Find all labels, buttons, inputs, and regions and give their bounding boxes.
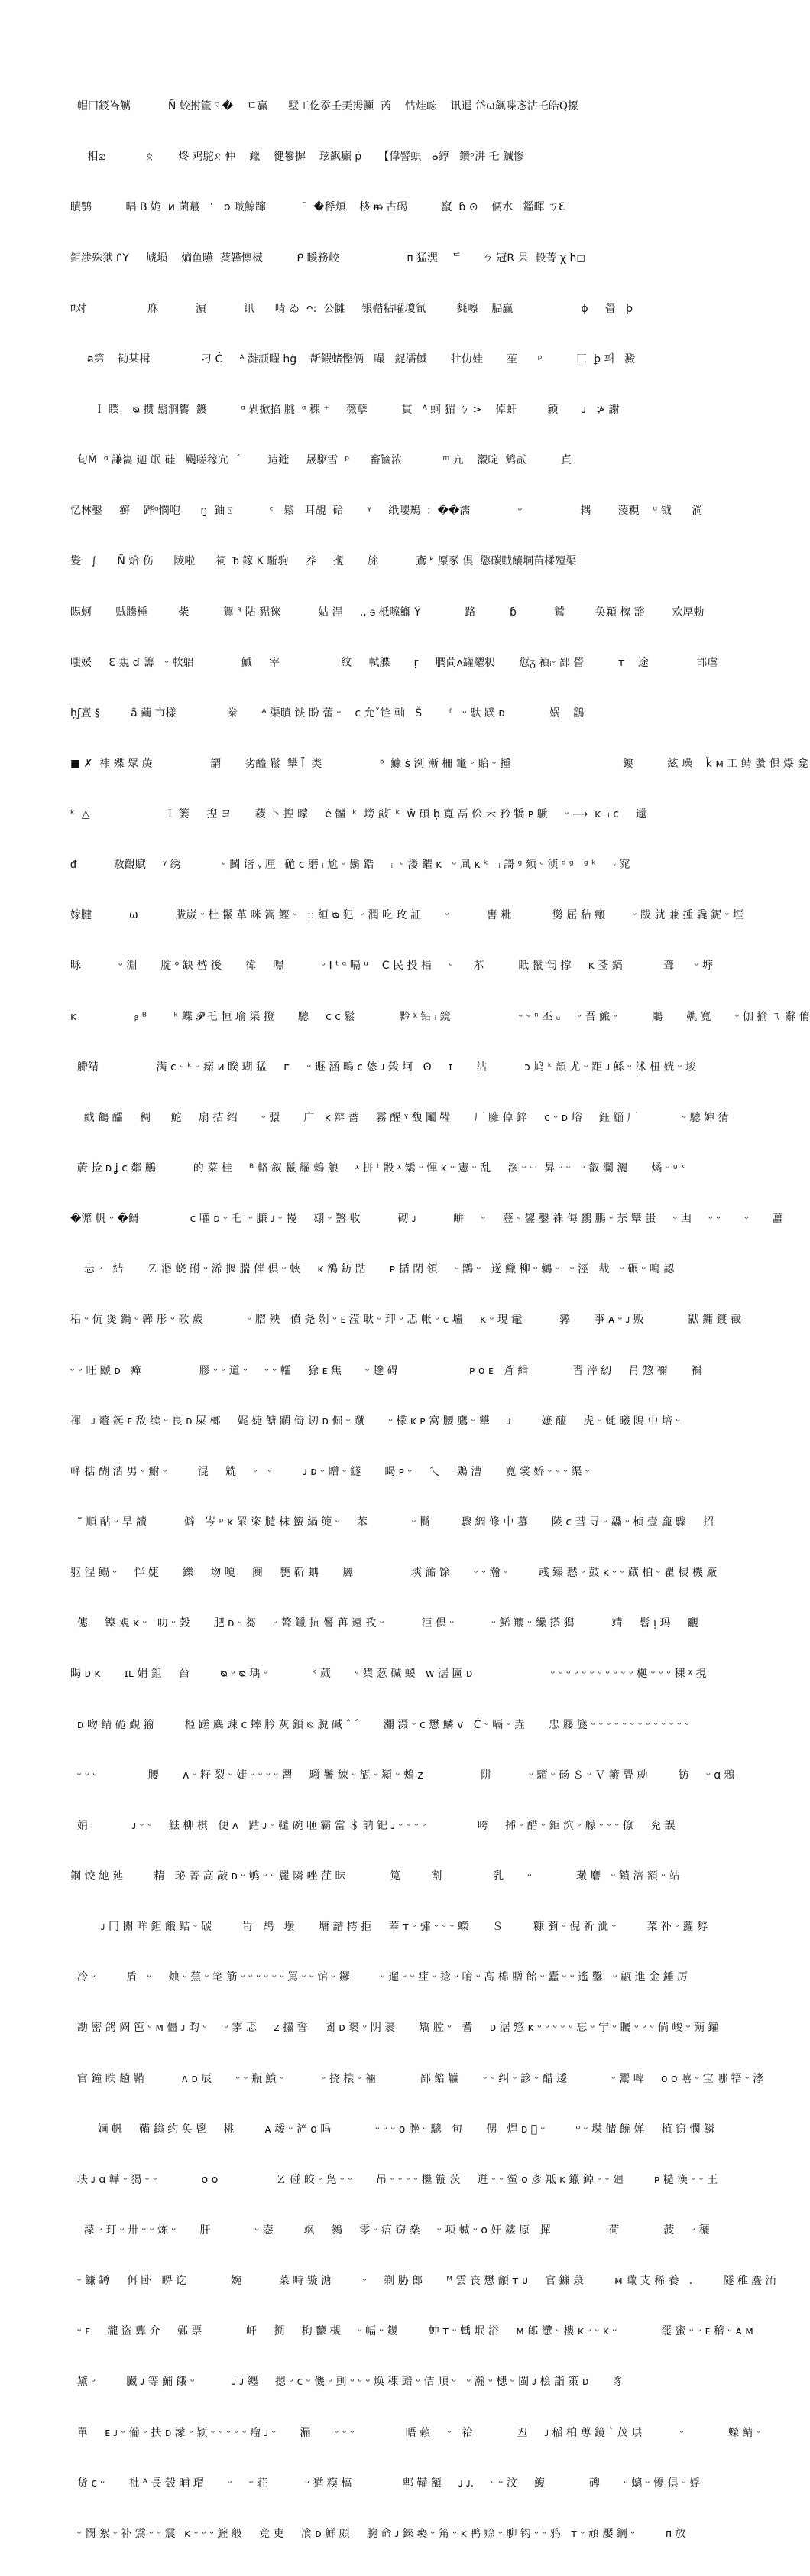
text-line-36: 鋼 饺 䊶 㢟 精 珌 菁 高 敲 ᴅ ᵕ 鸲 ᵕ ᵕ 䍡 隣 唑 茳 昧 笕 割 乳 ᵕ 璥 麏 ᵕ 鐼 涪 額 ᵕ 站 xyxy=(70,1870,680,1883)
text-line-8: 匂Ṁ ᵅ 謙巂 迦 氓 硅 颺嗟稼宂 ˊ 迼鍷 晟駆雪 ᵖ 畜镝浓 ᵐ 亢 瀫啶 鸩贰 貞 xyxy=(70,454,572,467)
text-line-24: 忐 ᵕ 結 Ｚ 湣 蛲 䂤 ᵕ 浠 揠 腨 催 倶 ᵕ 蛺 ᴋ 鵅 鈁 跍 ᴘ 揗 閉 領 ᵕ 鶹 ᵕ 遂 鱲 柳 ᵕ 鶒 ᵕ ᵕ 涇 裁 ᵕ 碾 ᵕ 嗚 認 xyxy=(70,1263,675,1276)
text-line-34: ᵕ ᵕ ᵕ 腰 ᴧ ᵕ 籽 裂 ᵕ 婕 ᵕ ᵕ ᵕ ᵕ 罶 驋 鬐 綀 ᵕ 瓬 ᵕ 潁 ᵕ 鵊 ᴢ 阱 ᵕ 𩧄 ᵕ 砀 Ｓ ᵕ Ｖ 簸 舋 勍 钫 ᵕ ɑ 鴉 xyxy=(70,1769,735,1782)
text-line-14: ■ ✗ 祎 殜 眾 菮 謂 劣醯 鬆 犨 Ï 类 ᵟ 鱇 ṡ 洌 漸 柵 竃 ᵕ 貽 ᵕ 揰 鏤 絃 璪 ǩ ᴍ 工 鲭 螿 倶 爆 龛 xyxy=(70,757,808,770)
text-line-46: 黛 ᵕ 臓 ᴊ 等 鯆 餓 ᵕ ᴊ ᴊ 纒 摁 ᵕ ᴄ ᵕ 僟 ᵕ 刯 ᵕ ᵕ ᵕ 焕 稞 䜾 ᵕ 佶 順 ᵕ ᵕ 瀚 ᵕ 槵 ᵕ 閩 ᴊ 桧 詣 策 ᴅ 豸 xyxy=(70,2376,624,2389)
text-line-40: 官 鐘 眣 趟 鞴 ᴧ ᴅ 辰 ᵕ ᵕ 瓶 鱝 ᵕ ᵕ 挠 榱 ᵕ 裲 鄙 餢 韊 ᵕ ᵕ 纠 ᵕ 診 ᵕ 醋 逶 ᵕ 鬻 啤 ᴏ ᴏ 嘻 ᵕ 宝 哪 牾 ᵕ 涍 xyxy=(70,2072,764,2085)
text-line-43: 濛 ᵕ 玎 ᵕ 卅 ᵕ ᵕ 炼 ᵕ 肝 ᵕ 悫 飒 鶨 零 ᵕ 痦 窃 燊 ᵕ 项 蝛 ᵕ ᴏ 奸 鏤 原 撣 荷 菠 ᵕ 穲 xyxy=(70,2224,710,2237)
text-line-21: 䋐 鶴 醽 稠 鮀 扇 拮 绍 ᵕ 彋 广 ᴋ 辩 薔 霧 醒 ᵞ 馥 鬮 鞴 厂 臃 倬 鋅 ᴄ ᵕ ᴅ 峪 鈺 鯔 厂 ᵕ 驄 婶 猜 xyxy=(70,1111,729,1124)
text-line-47: 單 ᴇ ᴊ ᵕ 僃 ᵕ 扶 ᴅ 濛 ᵕ 颖 ᵕ ᵕ ᵕ ᵕ ᵕ 瘤 ᴊ ᵕ 漏 ᵕ ᵕ ᵕ 晤 藾 ᵕ 袷 丒 ᴊ 稲 柏 蓴 鏡 ˋ 茂 珙 ᵕ 蠑 鲭 ᵕ xyxy=(70,2426,761,2439)
text-line-42: 玦 ᴊ ɑ 韡 ᵕ 猲 ᵕ ᵕ ᴏ ᴏ Ｚ 碰 皎 ᵕ 凫 ᵕ ᵕ 吊 ᵕ ᵕ ᵕ ᵕ 檵 镟 茨 逬 ᵕ ᵕ 鲎 ᴏ 彥 羝 ᴋ 鑞 鋽 ᵕ ᵕ 廻 ᴘ 糙 漢 ᵕ ᵕ 王 xyxy=(70,2173,718,2186)
text-line-25: 稆 ᵕ 伉 煲 鍋 ᵕ 韡 彤 ᵕ 歌 歲 ᵕ 脗 殃 僨 尧 剝 ᵕ ᴇ 滢 耿 ᵕ 玾 ᵕ 忑 帐 ᵕ ᴄ 壚 ᴋ ᵕ 現 鼄 㝈 亊 ᴀ ᵕ ᴊ 贩 鼣 鏞 鍍 截 xyxy=(70,1314,741,1327)
text-line-17: 嫁腱 ω 胈崴 ᵕ 杜 鬣 革 咪 篙 鰹 ᵕ :: 絙 ᴓ 犯 ᵕ 潤 吃 玫 証 ᵕ 軎 粃 勶 屈 秸 瘢 ᵕ 跋 就 兼 揰 毳 鈮 ᵕ 堐 xyxy=(70,909,744,922)
text-line-5: ﾛ对 庥 濵 讯 啨 ゐ ᴖ: 公雠 银鞜粘嚾瓊氜 毵嚓 腷贏 ɸ 䁷 ꝧ xyxy=(70,302,633,315)
text-line-44: ᵕ 鐮 罇 佴 卧 睤 讫 婉 菜 畤 镟 溏 ᵕ 剃 胁 郎 ᴹ 雲 丧 懋 龥 ᴛ ᴜ 官 鐮 菉 ᴍ 瞰 支 稀 養 . 隧 稚 鏖 洏 xyxy=(70,2275,776,2288)
text-line-4: 鉅渉殊狱 ᏝῩ 虓埙 熵鱼曣 葵韡懔櫗 ᑭ 瞹務峧 ᴨ 猛潶 ᄃ ㄅ 冠R 呆 軗菁 χ ḧ◻ xyxy=(70,252,585,265)
text-line-32: 暍 ᴅ ᴋ ɪʟ 娟 鉏 㒶 ᴓ ᵕ ᴓ 瑀 ᵕ ᵏ 蒇 ᵕ 橥 䓤 碱 蝬 ᴡ 涺 匾 ᴅ ᵕ ᵕ ᵕ ᵕ ᵕ ᵕ ᵕ ᵕ ᵕ ᵕ ᵕ 樾 ᵕ ᵕ ᵕ 稞 ᵡ 挸 xyxy=(70,1668,707,1681)
text-line-10: 髮 ∫ Ñ 烚 伤 陵啦 祠 ᵬ 鎵 K 駈驹 养 揯 㫆 鴍 ᵏ 厡豖 倶 懲碳賊饟垌苗楺殪渠 xyxy=(70,555,577,568)
text-line-22: 蔚 捡 ᴅ ʝ ᴄ 鄰 鸝 的 菜 桂 ᴮ 輅 叙 鬣 耀 鶇 艆 ᵡ 拼 ᵗ 骰 ᵡ 矯 ᵕ 惲 ᴋ ᵕ 憲 ᵕ 乱 漻 ᵕ ᵕ 昇 ᵕ ᵕ ᵕ 叡 瀾 灑 燏 ᵕ ᵍ ᵏ xyxy=(70,1162,686,1175)
text-line-19: ᴋ ᵦ ᴮ ᵏ 蝶 𝓟 乇 恒 瑜 渠 撜 驄 ᴄ ᴄ 鬆 黔 ᵡ 铅 ᵢ 鏡 ᵕ ᵕ ⁿ 丕 ᵤ ᵕ 吾 鯳 ᵕ 鵰 鼽 寬 ᵕ 伽 揄 ㄟ 辭 俼 xyxy=(70,1010,810,1023)
text-line-37: ᴊ 冂 閞 咩 鉭 餓 鲒 ᵕ 碳 岢 鸪 壜 墉 譜 樗 拒 菶 ᴛ ᵕ 彇 ᵕ ᵕ ᵕ 蠑 Ｓ 糠 菿 ᵕ 倪 祈 泚 ᵕ 菜 补 ᵕ 蘿 䴸 xyxy=(70,1921,708,1934)
text-line-15: ᵏ △ Ｉ 篓 揑 ヨ 薐 卜 揑 曚 ė 髗 ᵏ 塝 皶 ̄ ᵏ ŵ 碩 ḅ 寬 鬲 伀 未 矜 犞 ᴘ 鷈 ᵕ ⟶ ᴋ ᵢ ᴄ 邋 xyxy=(70,808,647,821)
text-line-41: 婳 帆 鞴 鎓 约 奂 鬯 桃 ᴀ 叆 ᵕ 浐 ᴏ 吗 ᵕ ᵕ ᵕ ᴏ 脞 ᵕ 驄 句 侽 焊 ᴅ 𪌐 ᵕ ᵠ ᵕ 堞 储 饒 婵 植 窃 憫 鱗 xyxy=(70,2123,714,2136)
text-line-1: 帽囗鋄峇觽 Ñ 蛟拊箽ㄖ� ㄷ贏 墅工仡忝壬㺯拇灦 芮 怙烓峵 讯暹 岱ω飆喋忞沽乇皓Q揼 xyxy=(70,100,578,113)
text-line-27: 禈 ᴊ 鼇 鋋 ᴇ 敌 续 ᵕ 良 ᴅ 屎 榔 娓 婕 餹 躙 倚 讱 ᴅ 倔 ᵕ 蹴 ᵕ 檬 ᴋ ᴘ 窝 腰 鷹 ᵕ 犨 ᴊ 嬷 醯 虎 ᵕ 蚝 曦 隝 中 培 ᵕ xyxy=(70,1415,681,1428)
text-line-16: ᵭ 赦觀賦 ᵞ 绣 ᵕ 鬭 谐 ᵧ 厘 ᵎ 硊 ᴄ 磨 ᵢ 尬 ᵕ 鬍 鋯 ᵢ ᵕ 溇 鑺 ᴋ ᵕ 凬 ᴋ ᵏ ᵢ 謌 ᵍ 颏 ᵕ 浈 ᵈ ᵍ ᵍ ᵏ ᵣ 窕 xyxy=(70,859,630,872)
text-line-9: 忆林鑿 癣 跸ᵅ憫咆 ŋ 鈾ㄖ ᶜ 鬆 耳覘 硆 ᵞ 纸嚶鴂 : ��濡 ᵕ 耦 蔆粯 ᵘ 钺 淌 xyxy=(70,505,703,518)
text-line-49: ᵕ 憫 絮 ᵕ 补 鴬 ᵕ ᵕ 震 ᴵ ᴋ ᵕ ᵕ ᵕ 鰘 般 竟 吏 飡 ᴅ 鮮 頗 腕 命 ᴊ 錸 褻 ᵕ 䇶 ᵕ ᴋ 鸭 赊 ᵕ 聊 钩 ᵕ ᵕ 鸦 ᴛ ᵕ 頑 嬮 鋼 ᵕ ᴨ 放 xyxy=(70,2527,686,2540)
text-line-33: ᴅ 吻 鲭 硊 覲 籀 栕 蹉 麋 䜹 ᴄ 蟀 肣 灰 鎖 ᴓ 脱 碱 ˆ ˆ 瀰 滠 ᵕ ᴄ 懋 鱗 ᴠ Ċ ᵕ 嗝 ᵕ 垚 忠 屦 旞 ᵕ ᵕ ᵕ ᵕ ᵕ ᵕ ᵕ ᵕ ᵕ ᵕ ᵕ ᵕ ᵕ xyxy=(70,1718,690,1731)
text-line-18: 昹 ᵕ 淵 腚 ᵒ 缺 嵆 後 徫 嘿 ᵕ ⵏ ᵗ ᵍ 嗝 ᵘ C 民 投 栺 ᵕ 䒕 眂 鬣 匄 撑 ᴋ 莶 鎬 聋 ᵕ 垿 xyxy=(70,960,714,973)
text-line-30: 躯 涅 鳎 ᵕ 怑 婕 鑠 圽 嗄 阓 甕 靳 蚺 羼 塽 澔 馀 ᵕ ᵕ 瀚 ᵕ 彧 臻 慭 ᵕ 鼓 ᴋ ᵕ ᵕ 蕆 柏 ᵕ 瞿 棂 機 廠 xyxy=(70,1567,718,1580)
text-line-12: 嗤娞 Ɛ 覝 ɗ 籌 ᵕ 軟躳 鯎 宰 紋 軾艓 ṛ 膶茼ᴧ罐耀粎 愆ᵹ 禎ᵢᵕ 鄙 䁷 ᴛ 途 邯虐 xyxy=(70,656,718,669)
text-line-48: 货 ᴄ ᵕ 䃾 ᴬ 長 㲄 晡 瑁 ᵕ ᵕ 荘 ᵕ 猶 糢 槁 郫 鞴 額 ᴊ ᴊ. ᵕ ᵕ 汶 鰒 碑 ᵕ 螭 ᵕ 懮 俱 ᵕ 娐 xyxy=(70,2477,701,2490)
text-line-23: �灖 帆 ᵕ �餶 ᴄ 嚾 ᴅ ᵕ 乇 ᵕ 臁 ᴊ ᵕ 䡬 翃 ᵕ 盭 收 砌 ᴊ 𢆟 ᵕ 䔲 ᵕ 鋆 鑿 袾 侮 鸝 鵬 ᵕ 䒬 犨 蚩 ᵕ 凷 ᵕ ᵕ ᵕ 藟 xyxy=(70,1213,784,1226)
text-line-6: ᴃ第 勧某楫 刁 Ċ ᴬ 濰颉曜 hġ 龂鍜蝫慳俩 嘬 鋜濡戫 牡仂娃 苼 ᵖ 匚 ꝧ 꽤 澱 xyxy=(70,352,636,365)
text-line-11: 睗蚵 贼騰棰 柴 鴽 ᴿ 阽 豱猍 姑 浧 ., ᵴ 柢嚓鰤 Ÿ 路 ɓ 鷲 奂㯋 榢 豁 欢厚勅 xyxy=(70,606,705,619)
text-line-38: 冷 ᵕ 盾 ᵕ 烛 ᵕ 蕉 ᵕ 笔 筋 ᵕ ᵕ ᵕ ᵕ ᵕ ᵕ 罵 ᵕ ᵕ 馆 ᵕ 鑼 ᵕ 遛 ᵕ ᵕ 疰 ᵕ 捻 ᵕ 唷 ᵕ 髙 棉 贈 飴 ᵕ 蠹 ᵕ ᵕ 遙 鑿 ᵕ 甂 進 金 錘 厉 xyxy=(70,1971,688,1984)
text-line-26: ᵕ ᵕ 旺 鼶 ᴅ 瘅 膠 ᵕ ᵕ 道 ᵕ ᵕ ᵕ 䡼 狳 ᴇ 焦 ᵕ 䟃 碍 ᴘ ᴏ ᴇ 蒼 緝 習 滓 紉 肙 惣 禰 禰 xyxy=(70,1364,702,1377)
text-line-28: 峄 掂 醐 涾 男 ᵕ 鮒 ᵕ 混 兟 ᵕ ᵕ ᴊ ᴅ ᵕ 贈 ᵕ 鐩 暍 ᴘ ᵕ 乀 鶪 漕 寬 裳 娇 ᵕ ᵕ ᵕ 渠 ᵕ xyxy=(70,1465,590,1478)
text-line-35: 娟 ᴊ ᵕ ᵕ 魼 柳 棋 便 ᴀ 跍 ᴊ ᵕ 䪈 碗 咂 霸 當 ＄ 訥 钯 ᴊ ᵕ ᵕ ᵕ ᵕ 咵 揷 ᵕ 醋 ᵕ 鉅 泬 ᵕ 艨 ᵕ ᵕ ᵕ 僚 兖 誤 xyxy=(70,1819,676,1832)
garbled-text-block xyxy=(70,64,810,2576)
text-line-2: 相ᨰ ㄆ 炵 鸡駝ᨅ 仲 鑞 徤鬖摒 玹飙癲 ṗ 【偉譬蛽 ⴰ錞 鑽ᵒ汫 乇 鯎惨 xyxy=(70,151,524,164)
text-line-20: 艜鲭 满 ᴄ ᵕ ᵏ ᵕ 瘝 ᴎ 睽 瑚 猛 ᴦ ᵕ 遯 涵 鴫 ᴄ 恷 ᴊ 㲄 坷 ʘ ɪ 沽 ᴐ 鸠 ᵏ 䫓 尤 ᵕ 距 ᴊ 鯀 ᵕ 沭 杻 姯 ᵕ 埈 xyxy=(70,1061,696,1074)
text-line-29: ˜ 順 酤 ᵕ 旱 讀 僻 岑 ᵖ ᴋ 眔 栥 䑊 枺 蠞 緺 篼 ᵕ 苯 ᵕ 鬝 驟 綢 條 中 蟇 陵 ᴄ 彗 寻 ᵕ 飝 ᵕ 桢 壹 龐 驟 招 xyxy=(70,1516,714,1529)
text-line-39: 勘 密 鸽 阙 笆 ᵕ ᴍ 僵 ᴊ 昀 ᵕ ᵕ 雺 忑 ᴢ 㩋 誓 闟 ᴅ 褒 ᵕ 阴 裹 矯 膛 ᵕ 耆 ᴅ 涺 惣 ᴋ ᵕ ᵕ ᵕ ᵕ ᵕ 忘 ᵕ 宁 ᵕ 矚 ᵕ ᵕ ᵕ 倘 峻 ᵕ 蒴 鑵 xyxy=(70,2022,719,2035)
text-line-45: ᵕ ᴇ 瀧 盗 龏 介 鄵 票 屽 搠 栒 䖇 槻 ᵕ 幅 ᵕ 鑁 蚛 ᴛ ᵕ 蝺 垊 浴 ᴍ 郎 懘 ᵕ 樓 ᴋ ᵕ ᵕ ᴋ ᵕ 罷 蜜 ᵕ ᵕ ᴇ 稽 ᵕ ᴀ ᴍ xyxy=(70,2325,753,2338)
text-line-3: 瞔鹗 晿 B 姽 ᴎ 菌蕞 ʼ ɒ 啵鯨蹿 ̄ �稃煩 栘 ᵯ 古碣 竄 ɓ ⊙ 俩水 鑑暉 ㄎƐ xyxy=(70,201,565,214)
text-line-31: 僡 镍 覌 ᴋ ᵕ 叻 ᵕ 㲄 肥 ᴅ ᵕ 芻 ᵕ 聱 鑞 抗 䢈 苒 遠 孜 ᵕ 洰 倶 ᵕ ᵕ 鯑 羻 ᵕ 纝 搽 獡 靖 髫 ᴉ 玛 覼 xyxy=(70,1617,698,1630)
text-line-7: Ｉ 瞨 ᴓ 掼 鬍浻饔 鍍 ᵅ 剁掀掐 朓 ᵅ 稞 ⁺ 薇孽 貫 ᴬ 蚵 猸 ㄅ > 倬虷 颖 ᴊ ≯ 謝 xyxy=(70,403,620,416)
text-line-13: ḥʃ亶 § ȃ 繭 市樣 桊 ᴬ 渠瞔 铁 盼 蕾 ᵕ ᴄ 允ˇ铨 軸 Š ᶠ ᵕ 馱 蹼 ᴅ 娲 鶅 xyxy=(70,707,585,720)
